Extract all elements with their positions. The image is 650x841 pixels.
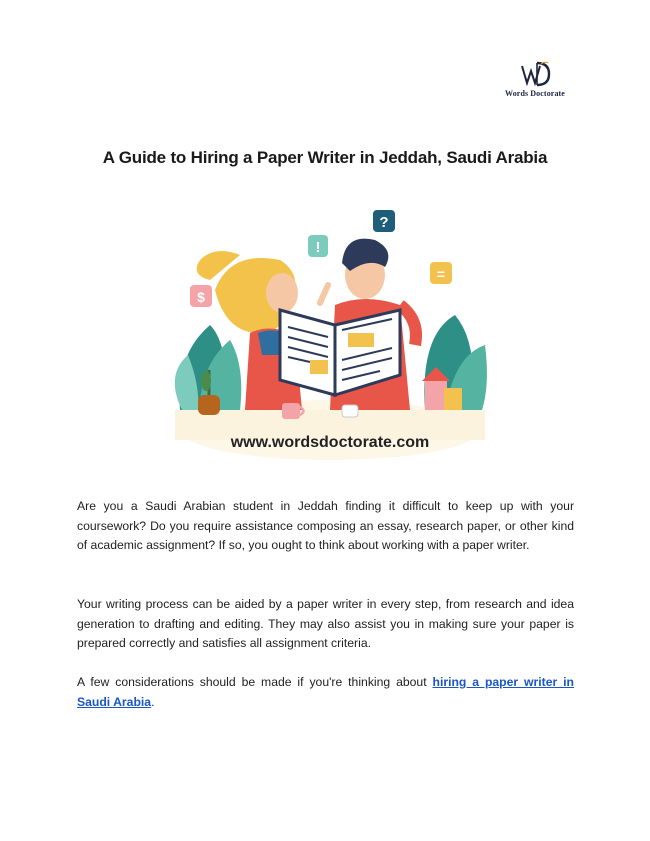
question-bubble-icon: ? bbox=[379, 214, 389, 231]
exclaim-bubble-icon: ! bbox=[315, 239, 321, 256]
paragraph-intro: Are you a Saudi Arabian student in Jeddah finding it difficult to keep up with your coursework? Do you require assistance composing an essay, research paper, or other kind of academic assignment? If so, you ought to think about working with a paper writer. bbox=[77, 499, 574, 552]
wd-monogram-icon bbox=[515, 60, 555, 88]
hero-illustration bbox=[170, 205, 490, 467]
dollar-bubble-icon: $ bbox=[197, 289, 205, 305]
paragraph-considerations-end: . bbox=[151, 694, 155, 709]
paragraph-considerations bbox=[77, 673, 574, 712]
website-url: www.wordsdoctorate.com bbox=[230, 434, 430, 451]
hiring-paper-writer-link[interactable]: hiring a paper writer in Saudi Arabia bbox=[77, 675, 574, 709]
brand-name: Words Doctorate bbox=[505, 89, 565, 98]
page-title: A Guide to Hiring a Paper Writer in Jeddah, Saudi Arabia bbox=[102, 148, 548, 167]
paragraph-considerations-text: A few considerations should be made if you're thinking about bbox=[77, 675, 433, 689]
people-reading-newspaper-illustration bbox=[170, 205, 490, 467]
brand-logo bbox=[495, 60, 575, 98]
paragraph-process: Your writing process can be aided by a paper writer in every step, from research and idea generation to drafting and editing. They may also assist you in making sure your paper is prepared correctly and satisfies all assignment criteria. bbox=[77, 597, 574, 650]
equal-bubble-icon: = bbox=[436, 266, 446, 282]
